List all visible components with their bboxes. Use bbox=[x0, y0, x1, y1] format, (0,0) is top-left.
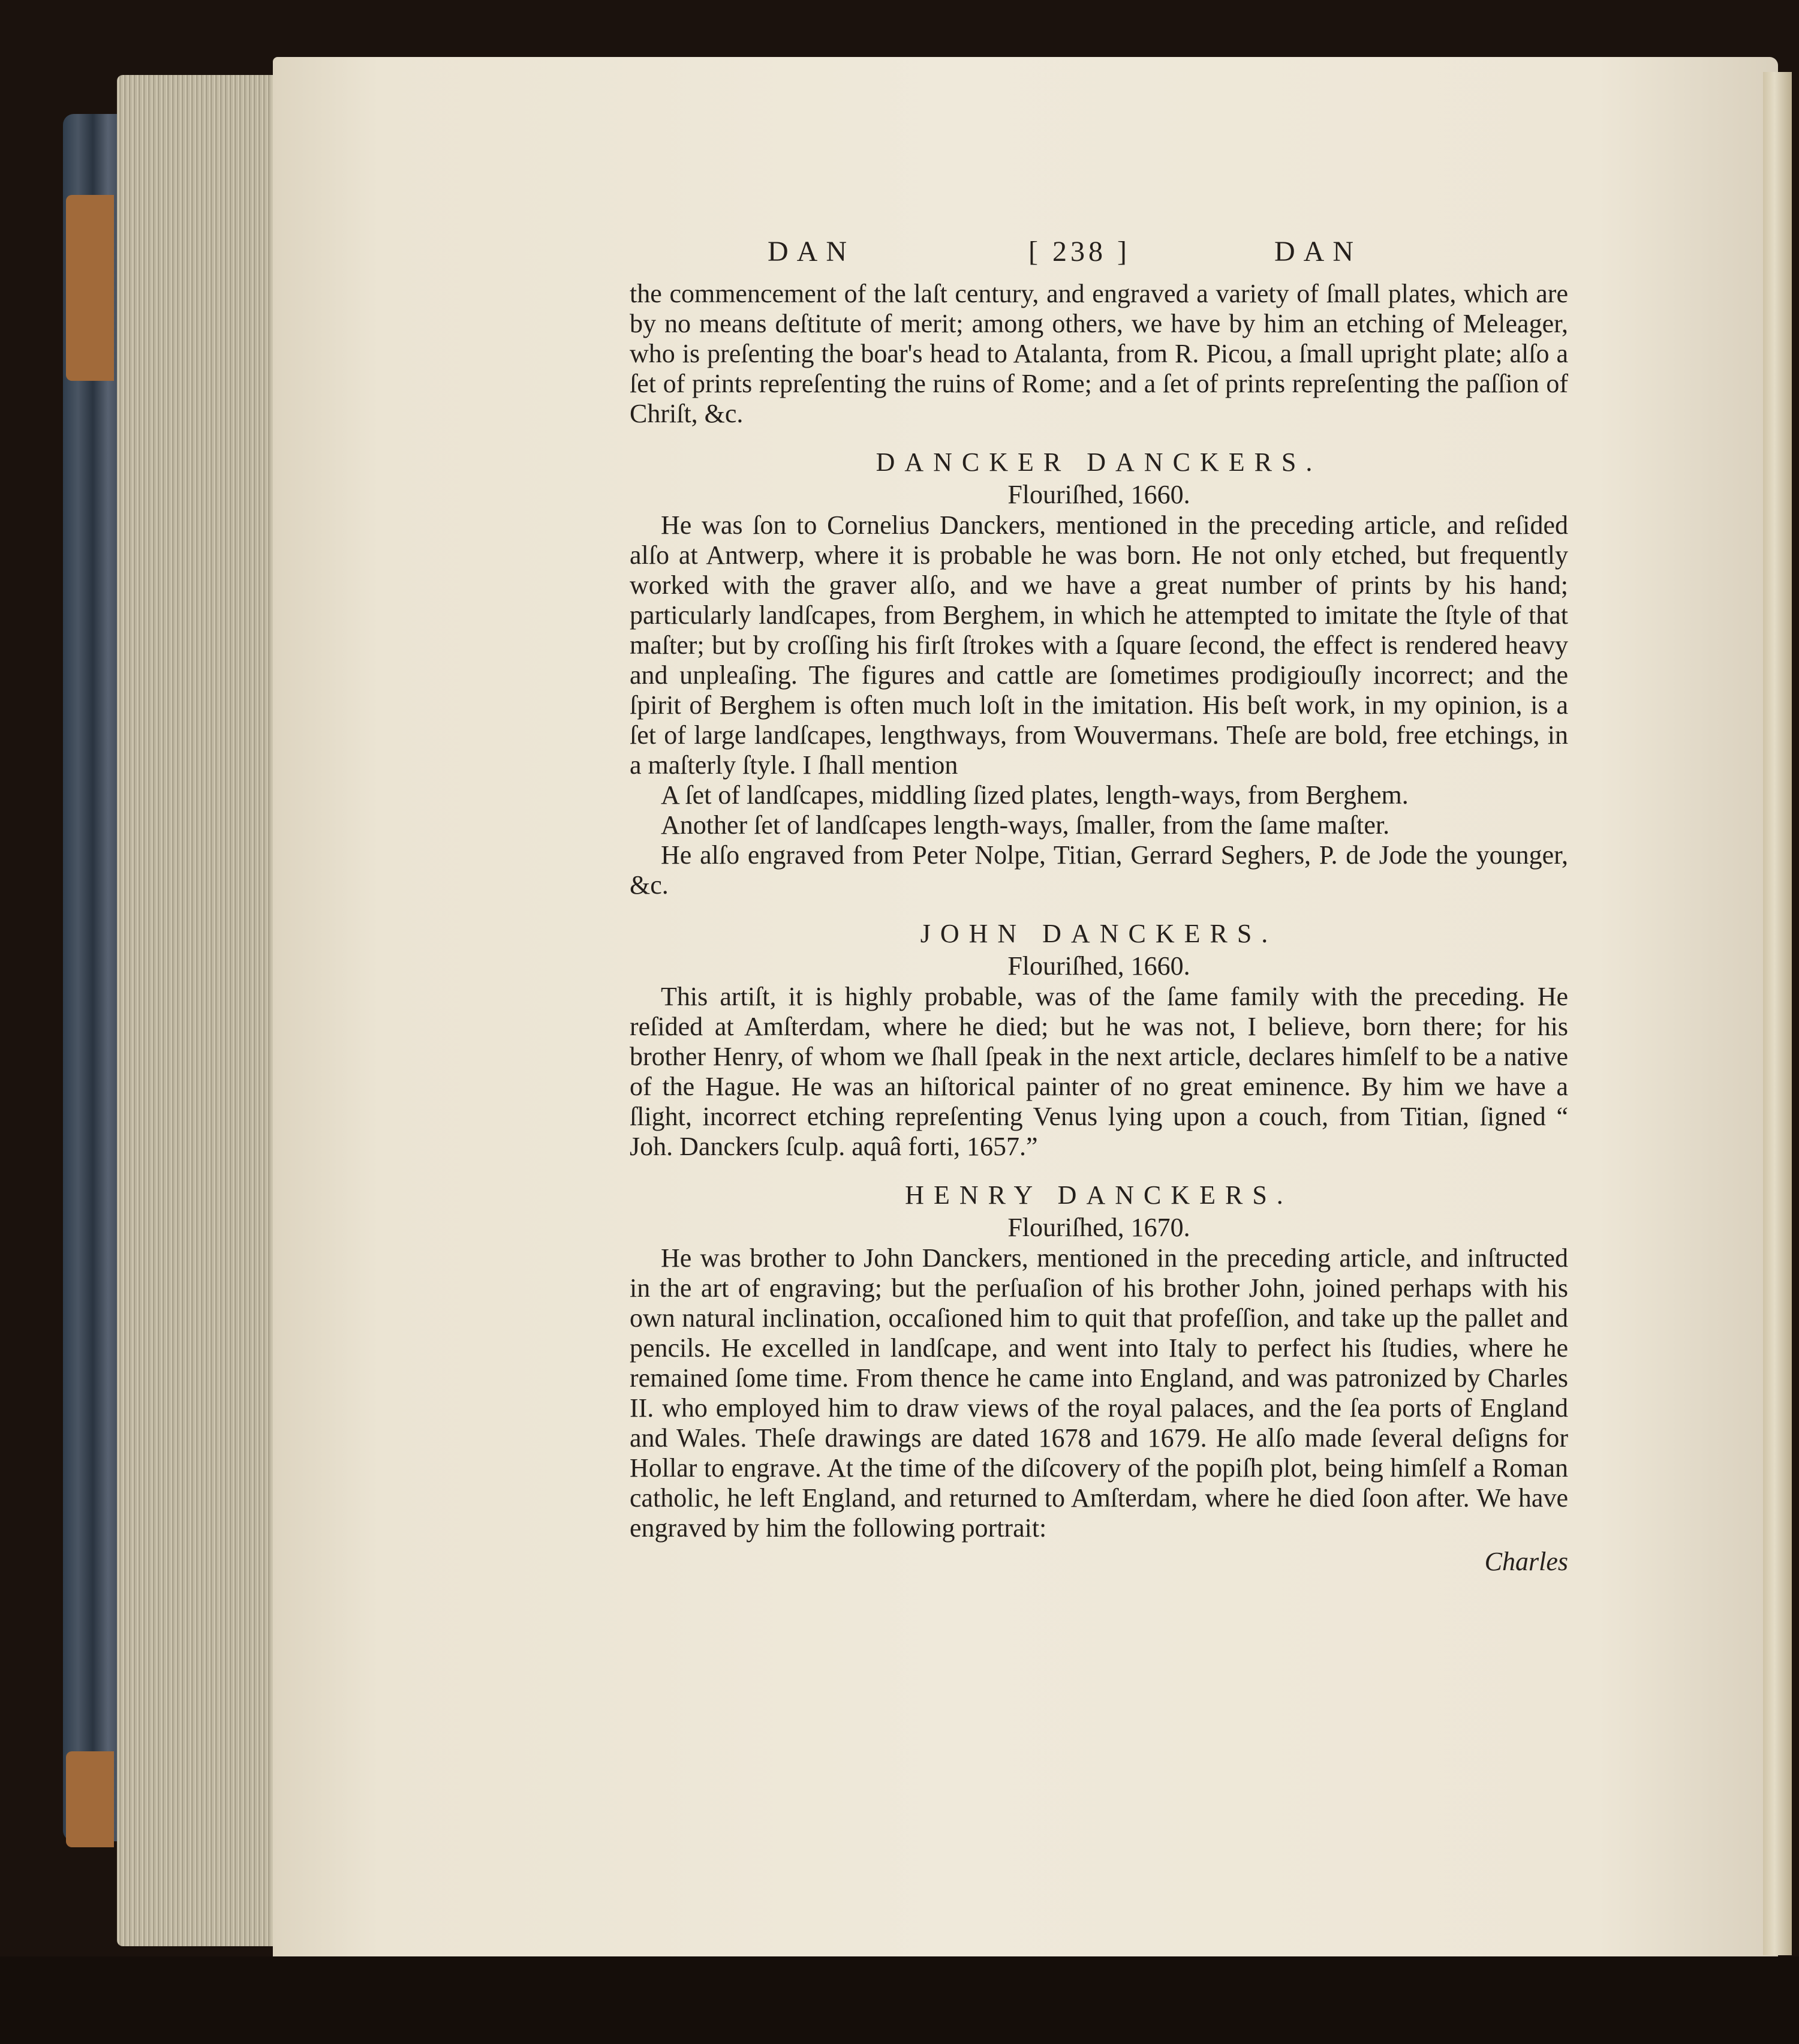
page-edges bbox=[117, 75, 291, 1946]
page-text bbox=[630, 237, 1568, 1577]
paragraph: Another ſet of landſcapes length-ways, ſmaller, from the ſame maſter. bbox=[661, 810, 1390, 840]
section-title: DANCKER DANCKERS. bbox=[876, 447, 1322, 477]
section-john-danckers bbox=[630, 917, 1568, 1162]
paragraph: This artiſt, it is highly probable, was of the ſame family with the preceding. He reſided at Amſterdam, where he died; but he was not, I believe, born there; for his brother Henry, of whom we ſhall ſpeak in the next article, declares himſelf to be a native of the Hague. He was an hiſtorical painter of no great eminence. By him we have a ſlight, incorrect etching repreſenting Venus lying upon a couch, from Titian, ſigned “ Joh. Danckers ſculp. aquâ forti, 1657.” bbox=[630, 982, 1568, 1161]
background-bottom bbox=[0, 1956, 1799, 2044]
section-title: JOHN DANCKERS. bbox=[920, 919, 1278, 948]
paragraph: He alſo engraved from Peter Nolpe, Titian, Gerrard Seghers, P. de Jode the younger, &c. bbox=[630, 840, 1568, 900]
section-date: Flouriſhed, 1660. bbox=[1007, 480, 1190, 509]
section-title: HENRY DANCKERS. bbox=[905, 1180, 1293, 1210]
running-head-right: DAN bbox=[1274, 236, 1362, 267]
intro-paragraph: the commencement of the laſt century, and engraved a variety of ſmall plates, which are by no means deſtitute of merit; among others, we have by him an etching of Meleager, who is preſenting the boar's head to Atalanta, from R. Picou, a ſmall upright plate; alſo a ſet of prints repreſenting the ruins of Rome; and a ſet of prints repreſenting the paſſion of Chriſt, &c. bbox=[630, 279, 1568, 428]
running-head bbox=[630, 237, 1568, 279]
section-date: Flouriſhed, 1670. bbox=[1007, 1213, 1190, 1242]
catchword: Charles bbox=[1484, 1547, 1568, 1576]
running-head-left: DAN bbox=[768, 236, 855, 267]
section-date: Flouriſhed, 1660. bbox=[1007, 951, 1190, 981]
facing-page-edge bbox=[1763, 72, 1792, 1955]
paragraph: A ſet of landſcapes, middling ſized plates, length-ways, from Berghem. bbox=[661, 780, 1409, 810]
section-henry-danckers bbox=[630, 1179, 1568, 1543]
leather-corner-top bbox=[66, 195, 114, 381]
leather-corner-bottom bbox=[66, 1751, 114, 1847]
page-number: [ 238 ] bbox=[1028, 236, 1130, 267]
section-dancker-danckers bbox=[630, 446, 1568, 900]
paragraph: He was ſon to Cornelius Danckers, mentioned in the preceding article, and reſided alſo at Antwerp, where it is probable he was born. He not only etched, but frequently worked with the graver alſo, and we have a great number of prints by his hand; particularly landſcapes, from Berghem, in which he attempted to imitate the ſtyle of that maſter; but by croſſing his firſt ſtrokes with a ſquare ſecond, the effect is rendered heavy and unpleaſing. The figures and cattle are ſometimes prodigiouſly incorrect; and the ſpirit of Berghem is often much loſt in the imitation. His beſt work, in my opinion, is a ſet of large landſcapes, lengthways, from Wouvermans. Theſe are bold, free etchings, in a maſterly ſtyle. I ſhall mention bbox=[630, 510, 1568, 780]
paragraph: He was brother to John Danckers, mentioned in the preceding article, and inſtructed in the art of engraving; but the perſuaſion of his brother John, joined perhaps with his own natural inclination, occaſioned him to quit that profeſſion, and take up the pallet and pencils. He excelled in landſcape, and went into Italy to perfect his ſtudies, where he remained ſome time. From thence he came into England, and was patronized by Charles II. who employed him to draw views of the royal palaces, and the ſea ports of England and Wales. Theſe drawings are dated 1678 and 1679. He alſo made ſeveral deſigns for Hollar to engrave. At the time of the diſcovery of the popiſh plot, being himſelf a Roman catholic, he left England, and returned to Amſterdam, where he died ſoon after. We have engraved by him the following portrait: bbox=[630, 1243, 1568, 1543]
